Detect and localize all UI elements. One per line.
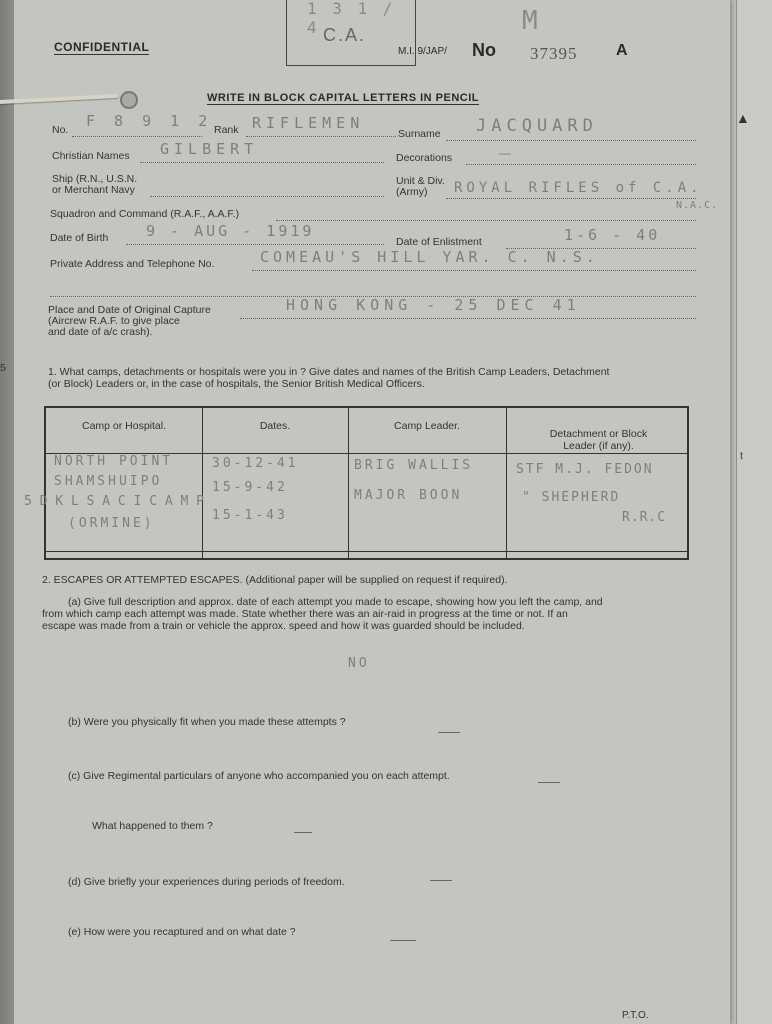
capture-label-line1: Place and Date of Original Capture <box>48 304 211 316</box>
unit-label <box>396 176 445 198</box>
capture-line <box>240 318 696 319</box>
ship-label <box>52 174 137 196</box>
question-2b: (b) Were you physically fit when you made these attempts ? <box>68 716 346 728</box>
question-2a-line2: from which camp each attempt was made. State whether there was an air-raid in progress at the time or not. If an <box>42 608 568 620</box>
camps-table <box>24 406 689 560</box>
form-sheet <box>14 0 730 1024</box>
stamp-handwriting: 1 3 1 / 4 <box>307 0 396 37</box>
no-value: F 8 9 1 2 <box>86 112 213 130</box>
serial-number: 37395 <box>530 44 578 63</box>
address-line <box>252 270 696 271</box>
table-bottom-rule <box>46 551 687 552</box>
column-header-camp: Camp or Hospital. <box>81 420 167 432</box>
ship-line <box>150 196 384 197</box>
unit-label-line2: (Army) <box>396 186 428 198</box>
question-2e: (e) How were you recaptured and on what date ? <box>68 926 296 938</box>
cell-detachment: R.R.C <box>622 510 667 525</box>
page-behind-edge <box>736 0 772 1024</box>
ship-label-line2: or Merchant Navy <box>52 184 135 196</box>
question-2c-dash <box>538 782 560 783</box>
cell-date: 15-1-43 <box>212 508 288 523</box>
column-header-detachment-line2: Leader (if any). <box>563 440 634 452</box>
unit-value-2: N.A.C. <box>676 200 719 211</box>
question-2e-dash <box>390 940 416 941</box>
cell-date: 15-9-42 <box>212 480 288 495</box>
margin-mark-left: 5 <box>0 362 6 374</box>
number-label: No <box>472 40 496 60</box>
cell-date: 30-12-41 <box>212 456 299 471</box>
margin-handwritten-mark: M <box>522 6 538 36</box>
question-2a-answer: NO <box>348 656 370 671</box>
question-2d-dash <box>430 880 452 881</box>
confidential-label: CONFIDENTIAL <box>54 40 150 54</box>
question-2d: (d) Give briefly your experiences during periods of freedom. <box>68 876 345 888</box>
behind-page-mark: ▲ <box>736 110 750 126</box>
rank-label: Rank <box>214 124 239 136</box>
form-reference: M.I. 9/JAP/ <box>398 46 447 57</box>
decorations-line <box>466 164 696 165</box>
punch-hole <box>120 91 138 109</box>
rank-line <box>246 136 396 137</box>
instruction-heading: WRITE IN BLOCK CAPITAL LETTERS IN PENCIL <box>207 92 479 104</box>
binding-string <box>0 94 118 104</box>
surname-value: JACQUARD <box>476 116 598 136</box>
question-2c-sub-dash <box>294 832 312 833</box>
cell-camp: SHAMSHUIPO <box>54 474 163 489</box>
question-1-line1: 1. What camps, detachments or hospitals were you in ? Give dates and names of the British Camp Leaders, Detachment <box>48 366 610 378</box>
unit-line <box>446 198 696 199</box>
squadron-line <box>276 220 696 221</box>
column-header-camp-leader: Camp Leader. <box>394 420 460 432</box>
address-value: COMEAU'S HILL YAR. C. N.S. <box>260 248 599 266</box>
column-header-detachment-line1: Detachment or Block <box>549 428 648 440</box>
capture-label-line3: and date of a/c crash). <box>48 326 153 338</box>
series-letter: A <box>616 42 628 59</box>
please-turn-over: P.T.O. <box>622 1010 649 1021</box>
cell-detachment: " SHEPHERD <box>522 490 621 505</box>
question-2c: (c) Give Regimental particulars of anyone who accompanied you on each attempt. <box>68 770 450 782</box>
capture-label <box>48 305 211 338</box>
no-label: No. <box>52 124 69 136</box>
no-line <box>72 136 202 137</box>
question-2a-line1: (a) Give full description and approx. date of each attempt you made to escape, showing how you left the camp, and <box>68 596 603 608</box>
enlistment-label: Date of Enlistment <box>396 236 482 248</box>
cell-camp: NORTH POINT <box>54 454 174 469</box>
christian-names-line <box>140 162 384 163</box>
question-1-line2: (or Block) Leaders or, in the case of hospitals, the Senior British Medical Officers. <box>48 378 425 390</box>
cell-camp: (ORMINE) <box>68 516 155 531</box>
rank-value: RIFLEMEN <box>252 114 365 132</box>
decorations-label: Decorations <box>396 152 453 164</box>
decorations-value: — <box>499 146 511 160</box>
cell-leader: BRIG WALLIS <box>354 458 474 473</box>
column-header-detachment <box>506 428 691 452</box>
surname-label: Surname <box>398 128 441 140</box>
enlistment-value: 1-6 - 40 <box>564 226 661 244</box>
question-2-title: 2. ESCAPES OR ATTEMPTED ESCAPES. (Additional paper will be supplied on request if required). <box>42 574 508 586</box>
cell-leader: MAJOR BOON <box>354 488 463 503</box>
cell-detachment: STF M.J. FEDON <box>516 462 654 477</box>
question-2a-line3: escape was made from a train or vehicle the approx. speed and how it was guarded should be included. <box>42 620 525 632</box>
unit-label-line1: Unit & Div. <box>396 175 445 187</box>
margin-mark-right: t <box>740 450 743 462</box>
capture-label-line2: (Aircrew R.A.F. to give place <box>48 315 180 327</box>
unit-value: ROYAL RIFLES of C.A. <box>454 180 703 196</box>
question-2c-sub: What happened to them ? <box>92 820 213 832</box>
capture-value: HONG KONG - 25 DEC 41 <box>286 296 581 314</box>
ca-stamp <box>286 0 416 66</box>
dob-value: 9 - AUG - 1919 <box>146 222 315 240</box>
dob-line <box>126 244 384 245</box>
cell-camp: 5 D K L S A C I C A M P <box>24 494 205 509</box>
dob-label: Date of Birth <box>50 232 109 244</box>
squadron-label: Squadron and Command (R.A.F., A.A.F.) <box>50 208 240 220</box>
stamp-ca-text: C.A. <box>323 25 367 45</box>
christian-names-label: Christian Names <box>52 150 130 162</box>
surname-line <box>446 140 696 141</box>
christian-names-value: GILBERT <box>160 140 259 158</box>
column-header-dates: Dates. <box>259 420 291 432</box>
address-label: Private Address and Telephone No. <box>50 258 215 270</box>
question-2b-dash <box>438 732 460 733</box>
ship-label-line1: Ship (R.N., U.S.N. <box>52 173 138 185</box>
